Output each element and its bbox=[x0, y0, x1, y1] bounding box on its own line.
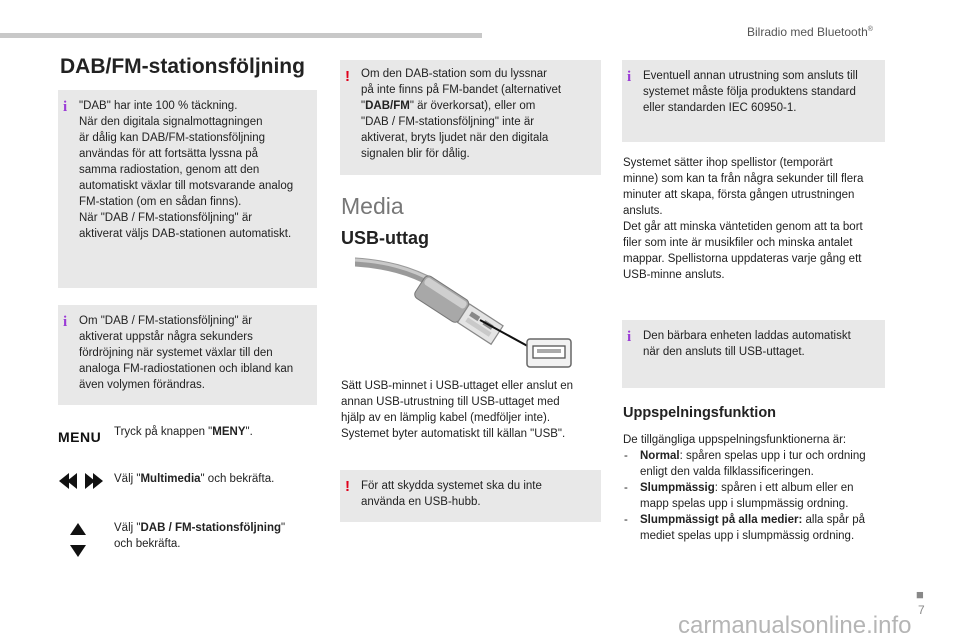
info-box-charging: i Den bärbara enheten laddas automatiskt när den ansluts till USB-uttaget. bbox=[622, 320, 885, 388]
text-line: samma radiostation, genom att den bbox=[79, 164, 260, 176]
text-line: När "DAB / FM-stationsföljning" är bbox=[79, 212, 253, 224]
step-press-menu: Tryck på knappen "MENY". bbox=[114, 426, 253, 438]
info-box-standard: i Eventuell annan utrustning som ansluts till systemet måste följa produktens standard eller standarden IEC 60950-1. bbox=[622, 60, 885, 142]
list-item: - Slumpmässig: spåren i ett album eller en mapp spelas upp i slumpmässig ordning. bbox=[623, 480, 893, 512]
text-line: automatiskt växlar till motsvarande analog bbox=[79, 180, 294, 192]
usb-instructions: Sätt USB-minnet i USB-uttaget eller anslut en annan USB-utrustning till USB-uttaget med hjälp av en lämplig kabel (medföljer inte). Systemet byter automatiskt till källan "USB". bbox=[341, 380, 574, 440]
section-heading-playback: Uppspelningsfunktion bbox=[623, 405, 777, 421]
text-line: aktiverat väljs DAB-stationen automatiskt. bbox=[79, 228, 292, 240]
playback-modes: De tillgängliga uppspelningsfunktionerna är: - Normal: spåren spelas upp i tur och ordning enligt den valda filklassificeringen. - Slumpmässig: spåren i ett album eller en mapp spelas upp i slumpmässig ordning. - Slumpmässigt på alla medier: alla spår på mediet spelas upp i slumpmässig ordning. bbox=[623, 432, 893, 544]
info-icon: i bbox=[627, 329, 632, 345]
page-marker: ■ bbox=[916, 587, 924, 602]
step-select-multimedia: Välj "Multimedia" och bekräfta. bbox=[114, 473, 275, 485]
warning-icon: ! bbox=[345, 478, 350, 495]
header-bar bbox=[0, 33, 482, 38]
up-down-arrows-icon bbox=[70, 523, 86, 557]
info-box-dab-coverage bbox=[58, 90, 317, 288]
info-icon: i bbox=[627, 69, 632, 85]
text-line: När den digitala signalmottagningen bbox=[79, 116, 263, 128]
section-heading-dab-fm: DAB/FM-stationsföljning bbox=[60, 55, 305, 78]
warning-box-usb-hub: ! För att skydda systemet ska du inte använda en USB-hubb. bbox=[340, 470, 601, 522]
info-icon: i bbox=[63, 99, 68, 115]
info-icon: i bbox=[63, 314, 68, 330]
text-line: "DAB" har inte 100 % täckning. bbox=[79, 100, 238, 112]
text-line: Om "DAB / FM-stationsföljning" är bbox=[79, 315, 253, 327]
watermark: carmanualsonline.info bbox=[678, 612, 912, 639]
text-line: även volymen förändras. bbox=[79, 379, 205, 391]
chapter-title: Bilradio med Bluetooth® bbox=[747, 25, 873, 39]
section-title-media: Media bbox=[341, 193, 404, 219]
list-item: - Normal: spåren spelas upp i tur och ordning enligt den valda filklassificeringen. bbox=[623, 448, 893, 480]
playlist-text: Systemet sätter ihop spellistor (temporärt minne) som kan ta från några sekunder till flera minuter att skapa, första gången utrustningen ansluts. Det går att minska väntetiden genom att ta bort filer som inte är musikfiler och minska antalet mappar. Spellistorna uppdateras varje gång ett USB-minne ansluts. bbox=[623, 157, 864, 281]
text-line: användas för att fortsätta lyssna på bbox=[79, 148, 258, 160]
menu-button-icon: MENU bbox=[58, 429, 102, 445]
section-heading-usb: USB-uttag bbox=[341, 228, 429, 248]
seek-arrows-icon bbox=[59, 472, 103, 490]
step-select-dab-fm: Välj "DAB / FM-stationsföljning" och bekräfta. bbox=[114, 522, 286, 550]
text-line: analoga FM-radiostationen och ibland kan bbox=[79, 363, 294, 375]
usb-plug-illustration bbox=[355, 252, 580, 372]
page-number: 7 bbox=[918, 603, 925, 617]
text-line: aktiverat uppstår några sekunders bbox=[79, 331, 253, 343]
text-line: är dålig kan DAB/FM-stationsföljning bbox=[79, 132, 265, 144]
list-item: - Slumpmässigt på alla medier: alla spår på mediet spelas upp i slumpmässig ordning. bbox=[623, 512, 893, 544]
warning-box-signal: ! Om den DAB-station som du lyssnar på inte finns på FM-bandet (alternativet "DAB/FM" är överkorsat), eller om "DAB / FM-stationsföljning" inte är aktiverat, bryts ljudet när den digitala signalen blir för dålig. bbox=[340, 60, 601, 175]
info-box-delay bbox=[58, 305, 317, 405]
text-line: fördröjning när systemet växlar till den bbox=[79, 347, 273, 359]
text-line: FM-station (om en sådan finns). bbox=[79, 196, 242, 208]
warning-icon: ! bbox=[345, 68, 350, 85]
